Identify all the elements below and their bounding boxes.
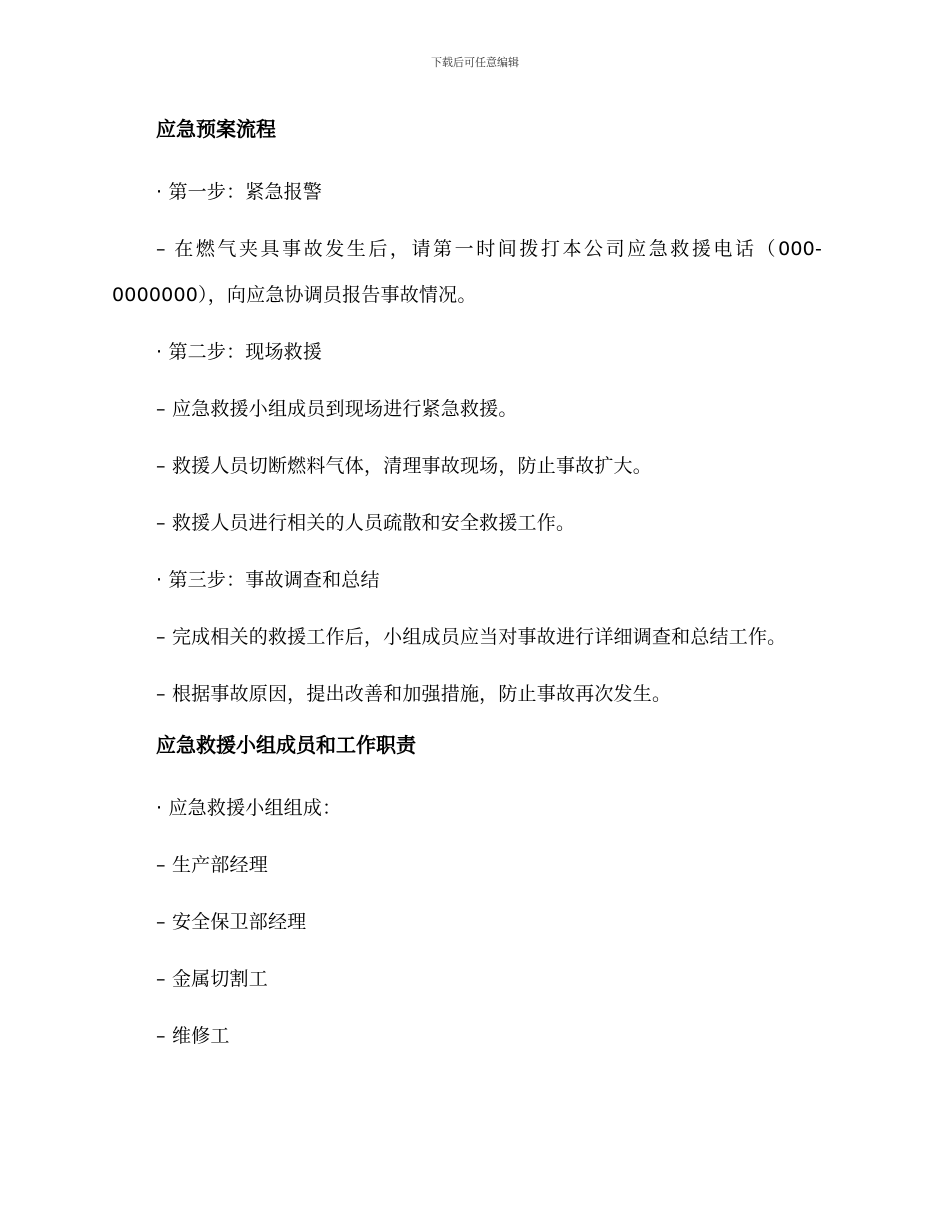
step3-item-1: – 完成相关的救援工作后，小组成员应当对事故进行详细调查和总结工作。: [156, 626, 787, 648]
step1-title: · 第一步：紧急报警: [156, 181, 323, 203]
team-member: – 安全保卫部经理: [156, 911, 307, 933]
step3-item-2: – 根据事故原因，提出改善和加强措施，防止事故再次发生。: [156, 683, 672, 705]
section-heading-emergency-plan: 应急预案流程: [156, 117, 276, 141]
step3-title: · 第三步：事故调查和总结: [156, 569, 380, 591]
team-member: – 维修工: [156, 1025, 230, 1047]
team-member: – 金属切割工: [156, 968, 268, 990]
header-note: 下载后可任意编辑: [431, 56, 519, 69]
step2-item-3: – 救援人员进行相关的人员疏散和安全救援工作。: [156, 512, 576, 534]
step1-text: – 在燃气夹具事故发生后，请第一时间拨打本公司应急救援电话（000-0000000），向应急协调员报告事故情况。: [112, 238, 822, 306]
step2-item-1: – 应急救援小组成员到现场进行紧急救援。: [156, 398, 518, 420]
team-member: – 生产部经理: [156, 854, 268, 876]
document-body: [112, 112, 822, 1070]
step2-title: · 第二步：现场救援: [156, 341, 323, 363]
step2-item-2: – 救援人员切断燃料气体，清理事故现场，防止事故扩大。: [156, 455, 652, 477]
team-composition-title: · 应急救援小组组成：: [156, 797, 342, 819]
section-heading-team: 应急救援小组成员和工作职责: [156, 733, 416, 757]
